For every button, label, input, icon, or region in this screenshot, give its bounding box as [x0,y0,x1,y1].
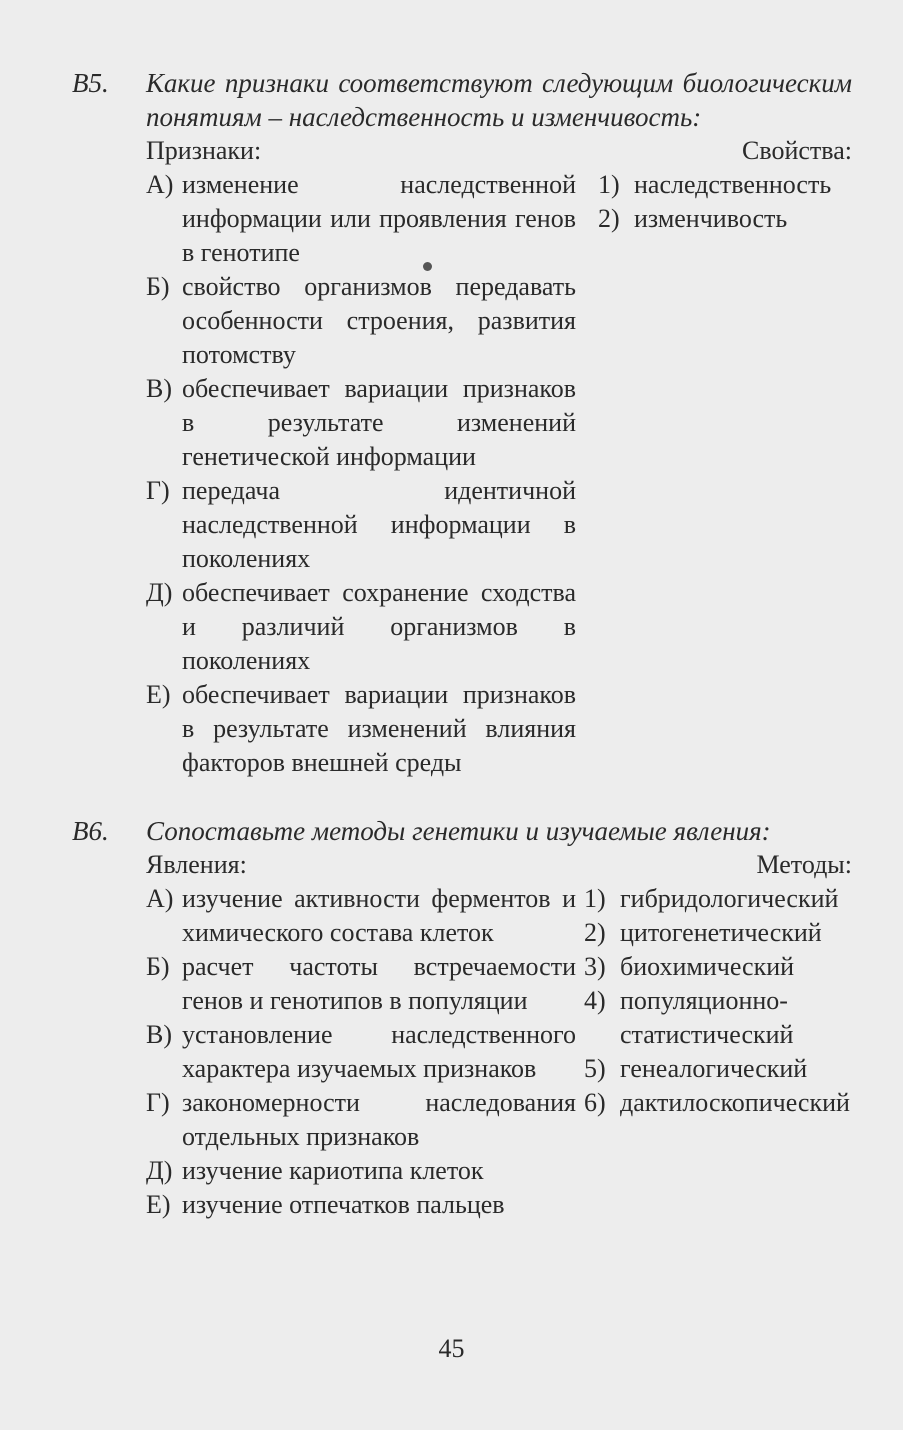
option-item [598,168,858,202]
item-text: обеспечивает вариации признаков в результате изменений генетической информации [182,374,576,471]
option-text: дактилоскопический [620,1088,850,1117]
phenomena-list [146,882,576,1222]
right-column-header: Методы: [756,850,852,879]
item-letter: Б) [146,272,170,301]
list-item [146,576,576,678]
item-text: расчет частоты встречаемости генов и генотипов в популяции [182,952,576,1015]
option-number: 1) [584,884,606,913]
list-item [146,1188,576,1222]
option-item [598,202,858,236]
option-item [584,882,856,916]
option-text: цитогенетический [620,918,822,947]
list-item [146,168,576,270]
item-letter: А) [146,170,174,199]
question-b5-header [72,66,852,134]
list-item [146,270,576,372]
question-number: В5. [72,68,109,98]
item-text: изучение отпечатков пальцев [182,1190,505,1219]
question-b6-header [72,814,852,848]
option-number: 5) [584,1054,606,1083]
option-number: 3) [584,952,606,981]
matching-columns [146,882,852,1222]
item-letter: Д) [146,1156,173,1185]
option-item [584,1086,856,1120]
option-number: 2) [598,204,620,233]
list-item [146,1018,576,1086]
option-text: гибридологический [620,884,839,913]
methods-list [584,882,856,1120]
option-item [584,916,856,950]
right-column-header: Свойства: [742,136,852,165]
column-headers [146,134,852,168]
list-item [146,372,576,474]
question-b5 [72,66,852,780]
item-letter: Д) [146,578,173,607]
matching-columns [146,168,852,780]
item-text: закономерности наследования отдельных признаков [182,1088,576,1151]
option-item [584,984,856,1052]
item-letter: В) [146,1020,172,1049]
option-item [584,950,856,984]
option-text: популяционно-статистический [620,986,794,1049]
option-text: изменчивость [634,204,788,233]
question-prompt: Сопоставьте методы генетики и изучаемые явления: [146,816,771,846]
item-text: установление наследственного характера изучаемых признаков [182,1020,576,1083]
item-letter: Г) [146,476,170,505]
list-item [146,474,576,576]
property-list [598,168,858,236]
item-text: изучение кариотипа клеток [182,1156,484,1185]
list-item [146,1154,576,1188]
option-number: 2) [584,918,606,947]
option-text: биохимический [620,952,795,981]
list-item [146,882,576,950]
item-text: изучение активности ферментов и химического состава клеток [182,884,576,947]
page-number: 45 [438,1334,465,1363]
item-letter: Б) [146,952,170,981]
item-text: изменение наследственной информации или проявления генов в генотипе [182,170,576,267]
item-text: свойство организмов передавать особенности строения, развития потомству [182,272,576,369]
item-text: передача идентичной наследственной информации в поколениях [182,476,576,573]
left-column-header: Признаки: [146,136,262,165]
item-letter: В) [146,374,172,403]
option-text: генеалогический [620,1054,808,1083]
item-text: обеспечивает вариации признаков в результате изменений влияния факторов внешней среды [182,680,576,777]
scan-speck [423,262,432,271]
option-item [584,1052,856,1086]
item-text: обеспечивает сохранение сходства и различий организмов в поколениях [182,578,576,675]
option-number: 6) [584,1088,606,1117]
list-item [146,678,576,780]
item-letter: Е) [146,1190,171,1219]
option-text: наследственность [634,170,832,199]
item-letter: А) [146,884,174,913]
item-letter: Г) [146,1088,170,1117]
feature-list [146,168,576,780]
list-item [146,1086,576,1154]
column-headers [146,848,852,882]
question-number: В6. [72,816,109,846]
question-b6 [72,814,852,1222]
question-prompt: Какие признаки соответствуют следующим биологическим понятиям – наследственность и изменчивость: [146,68,852,132]
list-item [146,950,576,1018]
left-column-header: Явления: [146,850,247,879]
item-letter: Е) [146,680,171,709]
option-number: 4) [584,986,606,1015]
option-number: 1) [598,170,620,199]
